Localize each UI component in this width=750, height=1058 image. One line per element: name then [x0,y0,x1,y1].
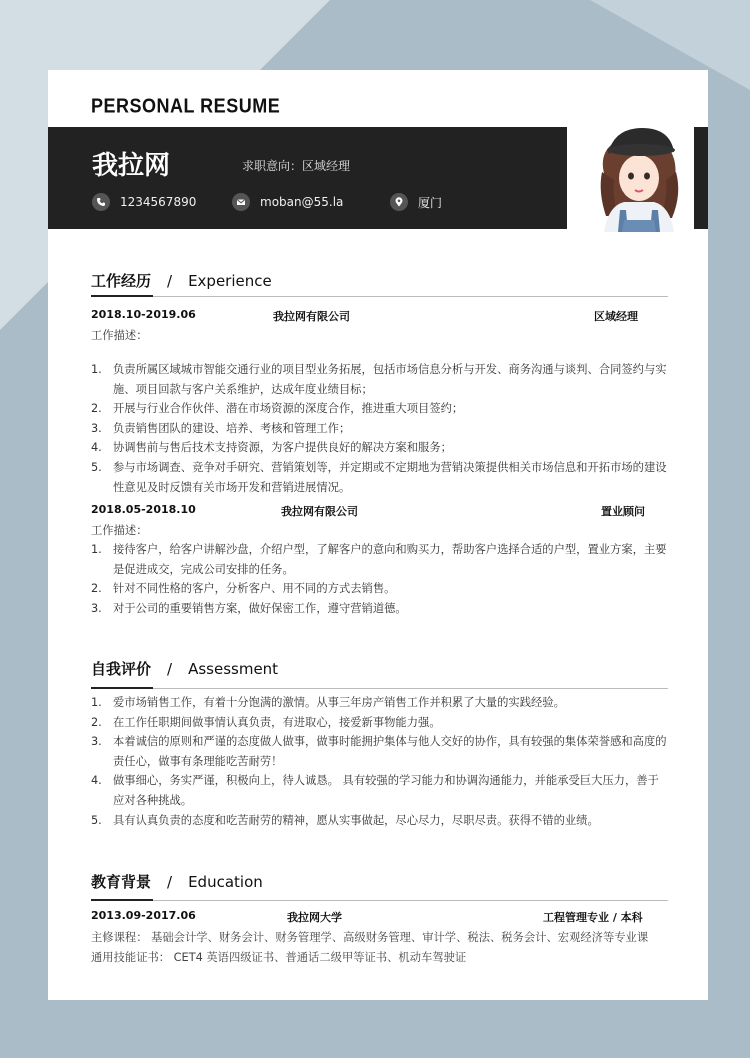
list-text: 爱市场销售工作，有着十分饱满的激情。从事三年房产销售工作并积累了大量的实践经验。 [113,696,565,709]
contact-city [390,193,442,211]
section-title-en: Experience [188,272,272,290]
list-item [91,732,668,771]
resume-page [48,70,708,1000]
header-band-right [694,127,708,229]
list-text: 负责所属区域城市智能交通行业的项目型业务拓展，包括市场信息分析与开发、商务沟通与谈判、合同签约与实施、项目回款与客户关系维护，达成年度业绩目标； [113,363,667,396]
list-text: 协调售前与售后技术支持资源，为客户提供良好的解决方案和服务； [113,441,452,455]
location-pin-icon [390,193,408,211]
job-desc-label: 工作描述： [91,524,148,537]
header-band [48,127,567,229]
list-item [91,771,668,810]
edu-courses: 主修课程： 基础会计学、财务会计、财务管理学、高级财务管理、审计学、税法、税务会计、宏观经济等专业课 [91,931,649,944]
list-item [91,713,668,733]
city-value: 厦门 [418,195,443,210]
section-divider-accent [91,687,153,689]
list-number: 2. [91,582,102,596]
list-item [91,360,668,399]
list-text: 开展与行业合作伙伴、潜在市场资源的深度合作，推进重大项目签约； [113,402,464,416]
edu-certs: 通用技能证书： CET4 英语四级证书、普通话二级甲等证书、机动车驾驶证 [91,951,467,964]
list-text: 负责销售团队的建设、培养、考核和管理工作； [113,421,351,435]
list-number: 5. [91,460,102,474]
job-desc-label: 工作描述： [91,329,148,342]
section-title-experience [91,270,272,291]
list-item [91,540,668,579]
section-divider-accent [91,295,153,297]
email-value: moban@55.la [260,195,344,209]
section-title-slash: / [167,873,173,891]
list-item [91,599,668,619]
job-intent: 求职意向：区域经理 [242,159,351,173]
list-item [91,438,668,458]
job-duties [91,360,668,497]
section-title-slash: / [167,660,173,678]
list-text: 具有认真负责的态度和吃苦耐劳的精神，愿从实事做起，尽心尽力，尽职尽责。获得不错的业绩。 [113,813,599,827]
section-title-en: Education [188,873,263,891]
contact-email [232,193,343,211]
contact-phone [92,193,196,211]
list-item [91,458,668,497]
list-text: 本着诚信的原则和严谨的态度做人做事，做事时能拥护集体与他人交好的协作，具有较强的集体荣誉感和高度的责任心，做事有条理能吃苦耐劳！ [113,735,667,768]
section-divider [91,900,668,901]
job-period: 2018.05-2018.10 [91,503,196,516]
list-text: 在工作任职期间做事情认真负责，有进取心，接爱新事物能力强。 [113,715,441,729]
job-period: 2018.10-2019.06 [91,308,196,321]
list-item [91,579,668,599]
job-position: 置业顾问 [601,505,645,518]
job-company: 我拉网有限公司 [273,310,350,323]
assessment-list [91,693,668,830]
list-number: 2. [91,402,102,416]
section-title-education [91,871,263,892]
section-title-slash: / [167,272,173,290]
list-number: 1. [91,363,102,376]
job-duties [91,540,668,618]
email-icon [232,193,250,211]
section-title-cn: 教育背景 [91,873,152,891]
brand-title: PERSONAL RESUME [91,94,281,117]
list-number: 1. [91,696,102,709]
profile-photo [584,120,694,232]
list-number: 5. [91,813,102,827]
candidate-name: 我拉网 [92,151,171,181]
list-number: 3. [91,421,102,435]
list-number: 1. [91,543,102,556]
edu-school: 我拉网大学 [287,911,342,924]
list-text: 对于公司的重要销售方案，做好保密工作，遵守营销道德。 [113,601,407,615]
section-title-cn: 自我评价 [91,660,152,678]
job-company: 我拉网有限公司 [281,505,358,518]
list-number: 3. [91,601,102,615]
list-number: 2. [91,715,102,729]
edu-major: 工程管理专业 / 本科 [543,911,643,924]
list-text: 针对不同性格的客户，分析客户、用不同的方式去销售。 [113,582,396,596]
section-divider-accent [91,899,153,901]
list-item [91,399,668,419]
list-number: 4. [91,441,102,455]
list-item [91,419,668,439]
section-divider [91,296,668,297]
section-divider [91,688,668,689]
list-number: 3. [91,735,102,749]
list-number: 4. [91,774,102,788]
list-item [91,811,668,831]
list-text: 参与市场调查、竞争对手研究、营销策划等，并定期或不定期地为营销决策提供相关市场信息和开拓市场的建设性意见及时反馈有关市场开发和营销进展情况。 [113,460,667,494]
phone-icon [92,193,110,211]
section-title-en: Assessment [188,660,279,678]
list-item [91,693,668,713]
list-text: 做事细心，务实严谨，积极向上，待人诚恳。 具有较强的学习能力和协调沟通能力，并能承受巨大压力，善于应对各种挑战。 [113,774,659,807]
edu-period: 2013.09-2017.06 [91,909,196,922]
phone-value: 1234567890 [120,195,197,209]
section-title-cn: 工作经历 [91,272,152,290]
section-title-assessment [91,658,278,679]
list-text: 接待客户，给客户讲解沙盘，介绍户型，了解客户的意向和购买力，帮助客户选择合适的户型，置业方案，主要是促进成交，完成公司安排的任务。 [113,543,667,576]
job-position: 区域经理 [594,310,638,323]
